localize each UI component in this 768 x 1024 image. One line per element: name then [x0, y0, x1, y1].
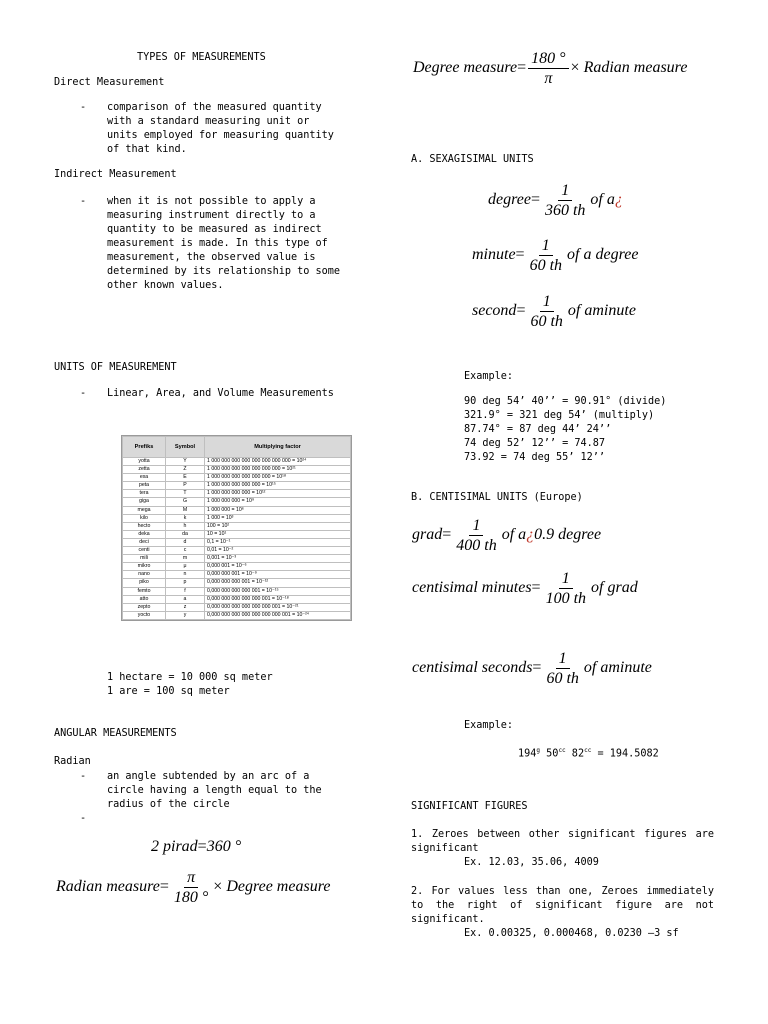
- table-header: Prefiks: [123, 437, 166, 458]
- table-row: [123, 458, 351, 466]
- table-cell: a: [166, 595, 205, 603]
- eq-numerator: π: [184, 868, 198, 888]
- eq-denominator: 60 th: [546, 670, 579, 687]
- eq-lhs: Degree measure: [413, 59, 518, 77]
- table-row: [123, 474, 351, 482]
- table-cell: z: [166, 603, 205, 611]
- table-cell: c: [166, 547, 205, 555]
- table-header: Symbol: [166, 437, 205, 458]
- rule-1-example: Ex. 12.03, 35.06, 4009: [464, 857, 599, 868]
- eq-lhs: centisimal seconds: [412, 659, 533, 677]
- table-cell: k: [166, 514, 205, 522]
- table-row: [123, 563, 351, 571]
- table-cell: μ: [166, 563, 205, 571]
- table-cell: piko: [123, 579, 166, 587]
- example-label: Example:: [464, 371, 514, 382]
- ex-result: = 194.5082: [591, 748, 659, 760]
- table-cell: 10 = 10¹: [205, 530, 351, 538]
- table-cell: Y: [166, 458, 205, 466]
- centisimal-heading: B. CENTISIMAL UNITS (Europe): [411, 492, 583, 503]
- rule-2-example: Ex. 0.00325, 0.000468, 0.0230 –3 sf: [464, 928, 679, 939]
- table-cell: P: [166, 482, 205, 490]
- table-cell: 0,001 = 10⁻³: [205, 555, 351, 563]
- table-row: [123, 514, 351, 522]
- eq-rhs: 0.9 degree: [534, 526, 602, 544]
- example-line: 73.92 = 74 deg 55’ 12’’: [464, 452, 606, 463]
- table-cell: zetta: [123, 466, 166, 474]
- eq-rhs: of a degree: [567, 246, 639, 264]
- times-sign: ×: [570, 59, 580, 77]
- eq-lhs: grad: [412, 526, 443, 544]
- placeholder-glyph: ¿: [526, 526, 535, 544]
- table-row: [123, 587, 351, 595]
- direct-measurement-heading: Direct Measurement: [54, 77, 165, 88]
- ex-unit: g: [536, 747, 541, 754]
- eq-rhs: of grad: [591, 579, 638, 597]
- table-cell: mega: [123, 506, 166, 514]
- table-row: [123, 603, 351, 611]
- bullet-dash: -: [80, 771, 87, 782]
- example-line: 87.74° = 87 deg 44’ 24’’: [464, 424, 612, 435]
- table-cell: 1 000 000 000 = 10⁹: [205, 498, 351, 506]
- hectare-line: 1 hectare = 10 000 sq meter: [107, 672, 273, 683]
- table-cell: 0,000 000 000 000 001 = 10⁻¹⁵: [205, 587, 351, 595]
- table-cell: 100 = 10²: [205, 522, 351, 530]
- eq-rhs: of a: [501, 526, 527, 544]
- eq-rhs: of a: [590, 191, 615, 209]
- ex-value: 82: [565, 748, 585, 760]
- rule-2: 2. For values less than one, Zeroes immediately to the right of significant figure are not significant.: [411, 886, 714, 925]
- eq-denominator: 360 th: [544, 202, 586, 219]
- table-cell: yotta: [123, 458, 166, 466]
- table-row: [123, 482, 351, 490]
- eq-lhs: second: [472, 302, 517, 320]
- table-cell: y: [166, 611, 205, 619]
- eq-denominator: 400 th: [456, 537, 497, 554]
- equation-centisimal-minutes: centisimal minutes= $\frac{1}{100 th}$ of grad: [412, 570, 638, 607]
- indirect-measurement-heading: Indirect Measurement: [54, 169, 177, 180]
- table-cell: nano: [123, 571, 166, 579]
- eq-rhs: Radian measure: [583, 59, 688, 77]
- units-heading: UNITS OF MEASUREMENT: [54, 362, 177, 373]
- equation-radian-measure: Radian measure= $\frac{\pi}{180 ^\circ}$ × Degree measure: [56, 869, 331, 906]
- table-cell: deka: [123, 530, 166, 538]
- table-row: [123, 466, 351, 474]
- table-cell: 0,000 000 000 000 000 000 000 001 = 10⁻²⁴: [205, 611, 351, 619]
- table-cell: 0,1 = 10⁻¹: [205, 538, 351, 546]
- table-cell: G: [166, 498, 205, 506]
- table-cell: kilo: [123, 514, 166, 522]
- table-header: Multiplying factor: [205, 437, 351, 458]
- table-cell: tera: [123, 490, 166, 498]
- table-cell: 0,000 000 000 001 = 10⁻¹²: [205, 579, 351, 587]
- example-line: 321.9° = 321 deg 54’ (multiply): [464, 410, 655, 421]
- table-cell: femto: [123, 587, 166, 595]
- bullet-dash: -: [80, 196, 87, 207]
- indirect-measurement-text: when it is not possible to apply a measuring instrument directly to a quantity to be measured as indirect measurement is made. In this type of measurement, the observed value is determined by its relationship to some other known values.: [107, 196, 341, 291]
- eq-numerator: 180 °: [528, 49, 568, 69]
- eq-lhs: degree: [488, 191, 531, 209]
- table-cell: zepto: [123, 603, 166, 611]
- table-row: [123, 595, 351, 603]
- table-cell: E: [166, 474, 205, 482]
- table-row: [123, 538, 351, 546]
- eq-lhs: Radian measure: [56, 878, 160, 896]
- eq-denominator: π: [544, 70, 553, 87]
- eq-lhs: minute: [472, 246, 516, 264]
- table-cell: giga: [123, 498, 166, 506]
- angular-heading: ANGULAR MEASUREMENTS: [54, 728, 177, 739]
- placeholder-glyph: ¿: [614, 191, 623, 209]
- table-cell: 0,01 = 10⁻²: [205, 547, 351, 555]
- table-cell: 1 000 000 000 000 000 000 000 000 = 10²⁴: [205, 458, 351, 466]
- table-cell: d: [166, 538, 205, 546]
- eq-numerator: 1: [556, 649, 570, 669]
- table-cell: h: [166, 522, 205, 530]
- ex-unit: cc: [558, 747, 566, 754]
- eq-numerator: 1: [540, 292, 554, 312]
- table-cell: yocto: [123, 611, 166, 619]
- ex-unit: cc: [584, 747, 592, 754]
- eq-rhs: Degree measure: [226, 878, 331, 896]
- table-cell: mili: [123, 555, 166, 563]
- example-list: [464, 395, 666, 465]
- table-row: [123, 522, 351, 530]
- table-cell: deci: [123, 538, 166, 546]
- equation-second: second= $\frac{1}{60 th}$ of aminute: [472, 293, 636, 330]
- bullet-dash: -: [80, 102, 87, 113]
- prefix-table: [121, 435, 352, 621]
- table-row: [123, 490, 351, 498]
- table-cell: da: [166, 530, 205, 538]
- table-cell: 1 000 000 000 000 000 = 10¹⁵: [205, 482, 351, 490]
- times-sign: ×: [213, 878, 223, 896]
- table-cell: T: [166, 490, 205, 498]
- table-cell: centi: [123, 547, 166, 555]
- eq-numerator: 1: [558, 181, 572, 201]
- table-cell: exa: [123, 474, 166, 482]
- equation-2pi: [151, 838, 241, 856]
- page-title: TYPES OF MEASUREMENTS: [137, 52, 266, 63]
- table-cell: M: [166, 506, 205, 514]
- units-bullet-text: Linear, Area, and Volume Measurements: [107, 388, 334, 399]
- table-cell: 1 000 = 10³: [205, 514, 351, 522]
- bullet-dash: -: [80, 813, 87, 824]
- table-cell: mikro: [123, 563, 166, 571]
- example-line: 90 deg 54’ 40’’ = 90.91° (divide): [464, 396, 667, 407]
- table-cell: 1 000 000 000 000 = 10¹²: [205, 490, 351, 498]
- table-cell: 0,000 000 000 000 000 001 = 10⁻¹⁸: [205, 595, 351, 603]
- significant-figures-heading: SIGNIFICANT FIGURES: [411, 801, 528, 812]
- table-cell: atto: [123, 595, 166, 603]
- direct-measurement-text: comparison of the measured quantity with a standard measuring unit or units employed for measuring quantity of that kind.: [107, 102, 334, 155]
- sexagisimal-heading: A. SEXAGISIMAL UNITS: [411, 154, 534, 165]
- equation-grad: grad= $\frac{1}{400 th}$ of a¿0.9 degree: [412, 517, 602, 554]
- example2-label: Example:: [464, 720, 514, 731]
- table-cell: peta: [123, 482, 166, 490]
- ex-value: 194: [518, 748, 537, 760]
- are-line: 1 are = 100 sq meter: [107, 686, 230, 697]
- table-cell: 0,000 001 = 10⁻⁶: [205, 563, 351, 571]
- eq-denominator: 60 th: [530, 313, 563, 330]
- example-line: 74 deg 52’ 12’’ = 74.87: [464, 438, 606, 449]
- table-cell: 1 000 000 = 10⁶: [205, 506, 351, 514]
- table-row: [123, 571, 351, 579]
- table-row: [123, 547, 351, 555]
- table-cell: n: [166, 571, 205, 579]
- eq-rhs: of aminute: [583, 659, 652, 677]
- eq-denominator: 60 th: [529, 257, 563, 274]
- table-cell: f: [166, 587, 205, 595]
- eq-numerator: 1: [539, 236, 553, 256]
- eq-sign: =: [197, 838, 207, 855]
- ex-value: 50: [540, 748, 559, 760]
- equation-minute: minute= $\frac{1}{60 th}$ of a degree: [472, 237, 639, 274]
- eq-denominator: 100 th: [545, 590, 587, 607]
- table-cell: p: [166, 579, 205, 587]
- table-cell: m: [166, 555, 205, 563]
- rule-1: 1. Zeroes between other significant figures are significant: [411, 829, 714, 854]
- eq-rhs: of aminute: [567, 302, 636, 320]
- table-row: [123, 530, 351, 538]
- eq-numerator: 1: [559, 569, 573, 589]
- table-cell: 1 000 000 000 000 000 000 000 = 10²¹: [205, 466, 351, 474]
- equation-centisimal-seconds: centisimal seconds= $\frac{1}{60 th}$ of aminute: [412, 650, 652, 687]
- eq-rhs: 360 °: [206, 838, 242, 855]
- table-cell: 0,000 000 000 000 000 000 001 = 10⁻²¹: [205, 603, 351, 611]
- radian-definition: an angle subtended by an arc of a circle having a length equal to the radius of the circle: [107, 771, 322, 810]
- eq-lhs: 2 pirad: [151, 838, 198, 855]
- table-row: [123, 611, 351, 619]
- example2-line: [518, 744, 659, 761]
- table-cell: 0,000 000 001 = 10⁻⁹: [205, 571, 351, 579]
- table-row: [123, 579, 351, 587]
- table-cell: hecto: [123, 522, 166, 530]
- bullet-dash: -: [80, 388, 87, 399]
- table-row: [123, 498, 351, 506]
- eq-lhs: centisimal minutes: [412, 579, 532, 597]
- radian-heading: Radian: [54, 756, 91, 767]
- eq-numerator: 1: [469, 516, 483, 536]
- equation-degree: degree= $\frac{1}{360 th}$ of a¿: [488, 182, 623, 219]
- table-cell: 1 000 000 000 000 000 000 = 10¹⁸: [205, 474, 351, 482]
- table-row: [123, 555, 351, 563]
- table-cell: Z: [166, 466, 205, 474]
- equation-degree-measure: Degree measure= $\frac{180 ^\circ}{\pi}$ × Radian measure: [413, 50, 688, 87]
- table-row: [123, 506, 351, 514]
- eq-denominator: 180 °: [173, 889, 209, 906]
